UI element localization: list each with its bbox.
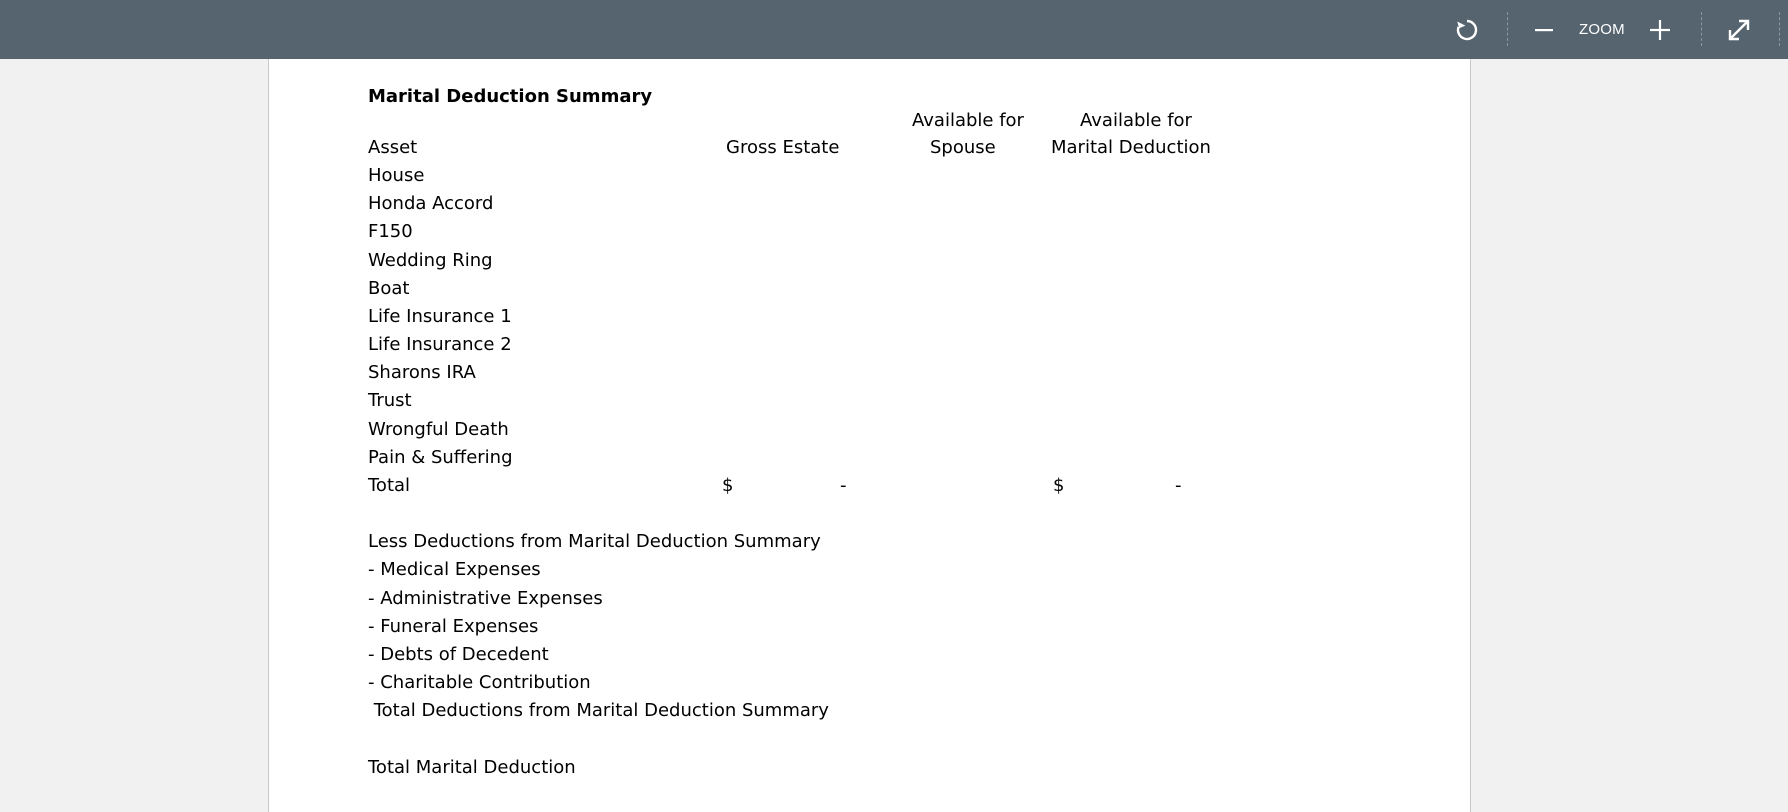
asset-row: F150 xyxy=(368,221,413,242)
rotate-button[interactable] xyxy=(1450,0,1484,59)
header-available-spouse-line1: Available for xyxy=(912,110,1024,131)
asset-row: Sharons IRA xyxy=(368,362,476,383)
deduction-item: - Charitable Contribution xyxy=(368,672,591,693)
toolbar-separator xyxy=(1779,12,1780,46)
total-gross-value: - xyxy=(840,475,847,496)
total-gross-currency: $ xyxy=(722,475,734,496)
deduction-item: - Debts of Decedent xyxy=(368,644,549,665)
asset-row: Pain & Suffering xyxy=(368,447,513,468)
asset-row: House xyxy=(368,165,425,186)
header-available-marital-line1: Available for xyxy=(1080,110,1192,131)
header-available-spouse-line2: Spouse xyxy=(930,137,996,158)
document-page xyxy=(268,59,1471,812)
asset-row: Boat xyxy=(368,278,410,299)
total-marital-deduction: Total Marital Deduction xyxy=(368,757,576,778)
toolbar-separator xyxy=(1507,12,1508,46)
asset-row: Life Insurance 1 xyxy=(368,306,512,327)
total-marital-currency: $ xyxy=(1053,475,1065,496)
deduction-item: - Funeral Expenses xyxy=(368,616,539,637)
total-label: Total xyxy=(368,475,411,496)
expand-icon xyxy=(1726,17,1752,43)
toolbar-separator xyxy=(1701,12,1702,46)
asset-row: Wrongful Death xyxy=(368,419,509,440)
header-gross-estate: Gross Estate xyxy=(726,137,840,158)
rotate-icon xyxy=(1454,17,1480,43)
zoom-out-button[interactable] xyxy=(1530,0,1558,59)
deduction-item: - Medical Expenses xyxy=(368,559,541,580)
deductions-total-label: Total Deductions from Marital Deduction Summary xyxy=(368,700,829,721)
plus-icon xyxy=(1649,19,1671,41)
header-asset: Asset xyxy=(368,137,418,158)
header-available-marital-line2: Marital Deduction xyxy=(1051,137,1211,158)
total-marital-value: - xyxy=(1175,475,1182,496)
fullscreen-button[interactable] xyxy=(1722,0,1756,59)
document-title: Marital Deduction Summary xyxy=(368,86,653,107)
deductions-heading: Less Deductions from Marital Deduction Summary xyxy=(368,531,821,552)
asset-row: Trust xyxy=(368,390,412,411)
zoom-label: ZOOM xyxy=(1579,21,1625,38)
minus-icon xyxy=(1534,20,1554,40)
asset-row: Wedding Ring xyxy=(368,250,493,271)
viewer-toolbar xyxy=(0,0,1788,59)
asset-row: Honda Accord xyxy=(368,193,494,214)
zoom-in-button[interactable] xyxy=(1646,0,1674,59)
deduction-item: - Administrative Expenses xyxy=(368,588,603,609)
document-content xyxy=(269,59,1470,812)
asset-row: Life Insurance 2 xyxy=(368,334,512,355)
